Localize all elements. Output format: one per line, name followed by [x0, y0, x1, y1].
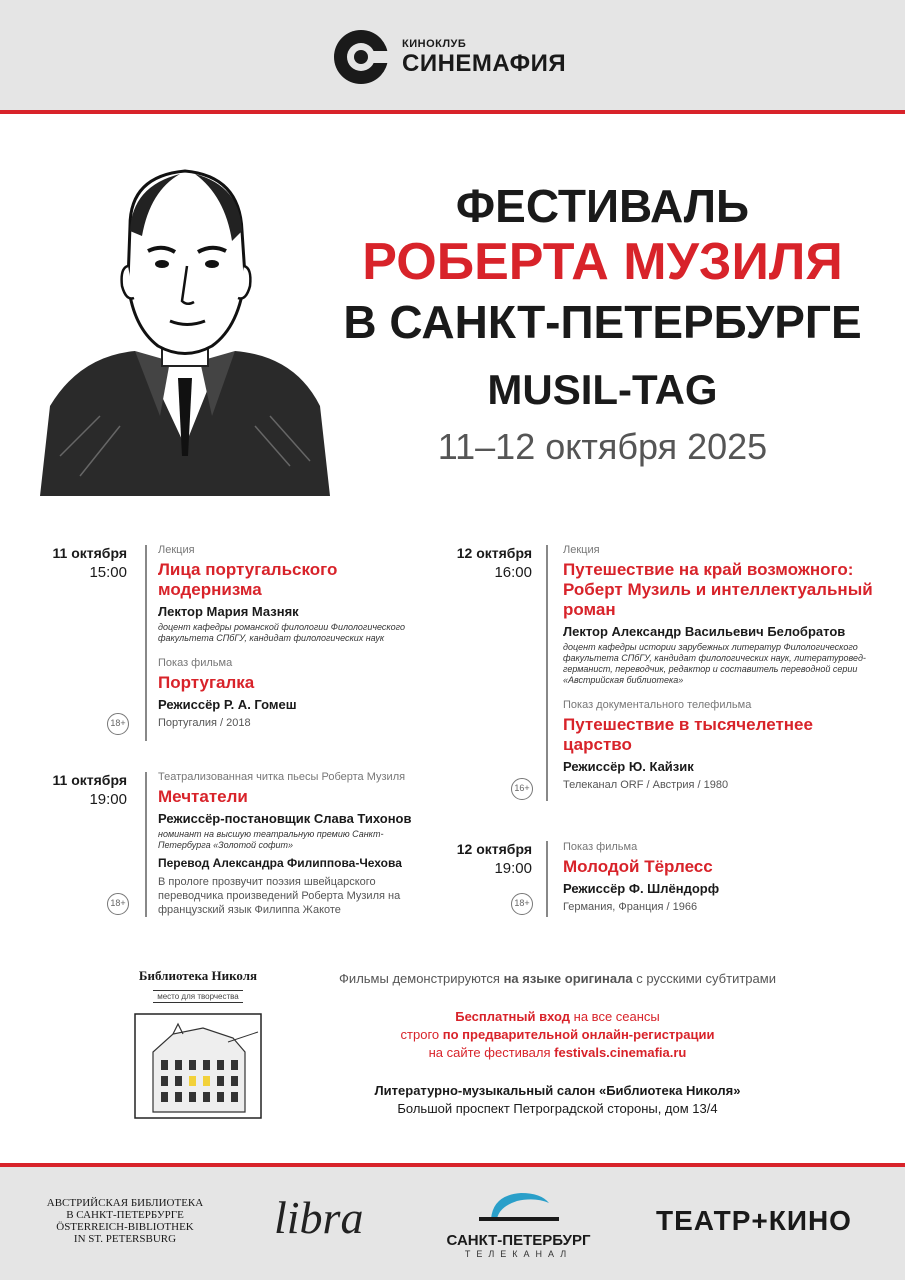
event-director-desc: номинант на высшую театральную премию Санкт-Петербурга «Золотой софит» — [158, 829, 384, 850]
subtitles-note: Фильмы демонстрируются на языке оригинала с русскими субтитрами — [339, 971, 776, 986]
event-kind: Показ фильма — [158, 657, 233, 669]
website-line: на сайте фестиваля festivals.cinemafia.ru — [428, 1045, 687, 1060]
spb-tv-wave-icon — [479, 1189, 559, 1221]
festival-website-link[interactable]: festivals.cinemafia.ru — [554, 1045, 687, 1060]
event-translator: Перевод Александра Филиппова-Чехова — [158, 856, 402, 870]
event-date: 12 октября 19:00 — [430, 840, 532, 878]
event-title[interactable]: Мечтатели — [158, 787, 248, 806]
club-name: СИНЕМАФИЯ — [402, 49, 567, 77]
event-kind: Лекция — [158, 544, 195, 556]
event-title[interactable]: Лица португальского модернизма — [158, 560, 338, 599]
header-band — [0, 0, 905, 114]
event-lecturer-desc: доцент кафедры истории зарубежных литератур Филологического факультета СПбГУ, кандидат филологических наук, литературовед-германист, переводчик, редактор и составитель переводной серии «Австрийская библиотека» — [563, 642, 866, 685]
event-date: 11 октября 19:00 — [30, 771, 127, 809]
venue-name: Литературно-музыкальный салон «Библиотека Николя» — [374, 1083, 741, 1098]
festival-info-block — [330, 970, 785, 1118]
libra-logo: libra — [274, 1192, 364, 1243]
cinemafia-logo[interactable] — [334, 30, 566, 84]
event-time: 15:00 — [89, 564, 127, 581]
venue-address: Большой проспект Петроградской стороны, дом 13/4 — [397, 1101, 718, 1116]
event-title[interactable]: Путешествие в тысячелетнее царство — [563, 715, 813, 754]
event-meta: В прологе прозвучит поэзия швейцарского переводчика произведений Роберта Музиля на французский язык Филиппа Жакоте — [158, 876, 401, 916]
partners-footer — [0, 1167, 905, 1280]
event-title[interactable]: Молодой Тёрлесс — [563, 857, 713, 876]
registration-line: строго по предварительной онлайн-регистрации — [400, 1027, 715, 1042]
event-lecturer: Лектор Александр Васильевич Белобратов — [563, 624, 846, 639]
event-kind: Показ фильма — [563, 841, 638, 853]
event-kind: Показ документального телефильма — [563, 699, 752, 711]
title-line-musil: РОБЕРТА МУЗИЛЯ — [362, 233, 843, 291]
event-meta: Германия, Франция / 1966 — [563, 901, 698, 913]
age-rating-badge: 18+ — [511, 893, 533, 915]
event-director: Режиссёр-постановщик Слава Тихонов — [158, 811, 412, 826]
event-time: 19:00 — [494, 860, 532, 877]
event-date: 11 октября 15:00 — [30, 544, 127, 582]
event-lecturer: Лектор Мария Мазняк — [158, 604, 299, 619]
spb-tv-logo: САНКТ-ПЕТЕРБУРГ ТЕЛЕКАНАЛ — [446, 1189, 591, 1259]
event-meta: Португалия / 2018 — [158, 717, 251, 729]
festival-title-block — [330, 180, 875, 470]
age-rating-badge: 18+ — [107, 713, 129, 735]
event-director: Режиссёр Ф. Шлёндорф — [563, 881, 720, 896]
festival-dates: 11–12 октября 2025 — [437, 426, 768, 467]
title-line-spb: В САНКТ-ПЕТЕРБУРГЕ — [343, 296, 862, 348]
event-meta: Телеканал ORF / Австрия / 1980 — [563, 779, 729, 791]
event-director: Режиссёр Р. А. Гомеш — [158, 697, 297, 712]
library-tagline: место для творчества — [153, 990, 243, 1003]
title-line-festival: ФЕСТИВАЛЬ — [455, 180, 750, 232]
club-label: КИНОКЛУБ — [402, 37, 467, 50]
age-rating-badge: 16+ — [511, 778, 533, 800]
event-time: 16:00 — [494, 564, 532, 581]
austrian-library-logo: АВСТРИЙСКАЯ БИБЛИОТЕКА В САНКТ-ПЕТЕРБУРГЕ ÖSTERREICH-BIBLIOTHEK IN ST. PETERSBURG — [46, 1197, 204, 1245]
teatr-kino-logo: ТЕАТР+КИНО — [656, 1205, 852, 1236]
subtitle-musil-tag: MUSIL-TAG — [487, 366, 718, 413]
event-date: 12 октября 16:00 — [430, 544, 532, 582]
event-lecturer-desc: доцент кафедры романской филологии Филологического факультета СПбГУ, кандидат филологических наук — [158, 622, 406, 643]
event-time: 19:00 — [89, 791, 127, 808]
library-nikolya-logo — [128, 968, 268, 1125]
musil-portrait-illustration — [40, 156, 330, 496]
event-director: Режиссёр Ю. Кайзик — [563, 759, 694, 774]
free-entry-line: Бесплатный вход на все сеансы — [455, 1009, 660, 1024]
event-title[interactable]: Португалка — [158, 673, 255, 692]
event-kind: Театрализованная читка пьесы Роберта Музиля — [158, 771, 406, 783]
event-kind: Лекция — [563, 544, 600, 556]
library-name: Библиотека Николя — [138, 968, 258, 983]
event-title[interactable]: Путешествие на край возможного: Роберт Музиль и интеллектуальный роман — [563, 560, 873, 619]
cinemafia-c-icon — [334, 30, 388, 84]
age-rating-badge: 18+ — [107, 893, 129, 915]
library-building-icon — [133, 1012, 263, 1120]
